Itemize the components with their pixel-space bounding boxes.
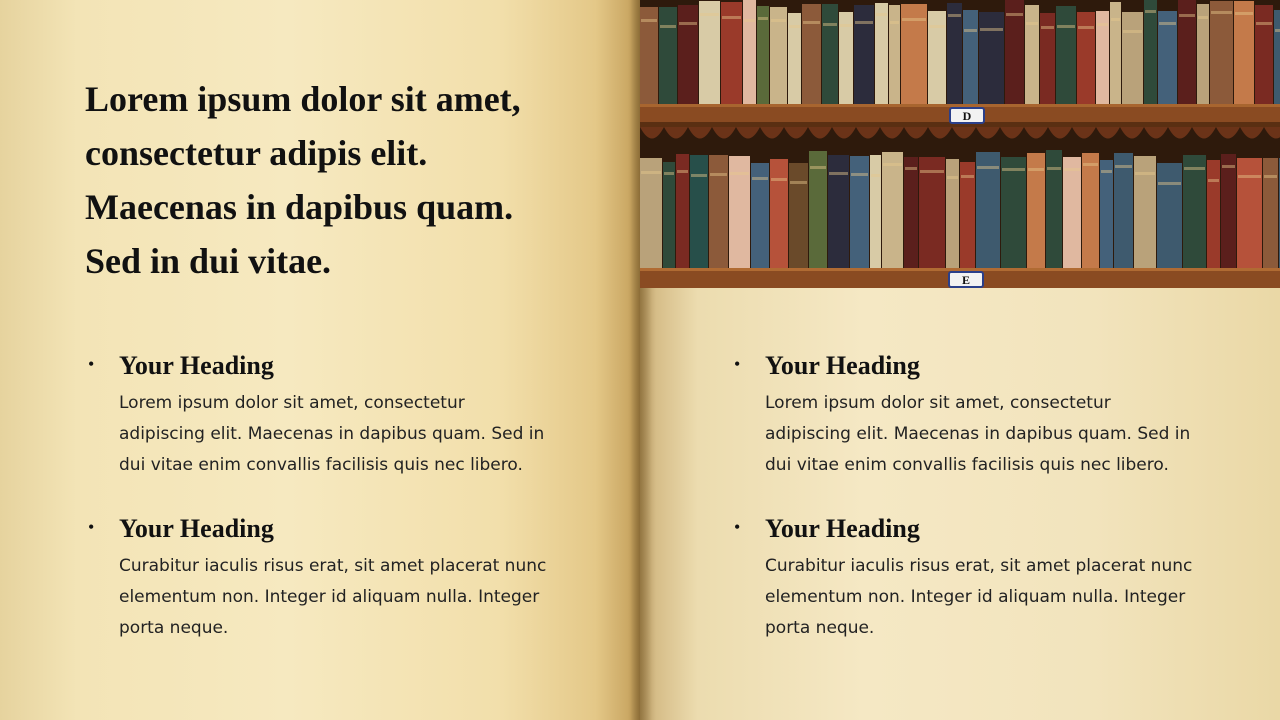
book-spine-decor	[770, 159, 788, 268]
book-spine-decor	[699, 1, 720, 104]
book-spine-decor	[1157, 163, 1182, 268]
bullet-heading: Your Heading	[119, 514, 274, 543]
book-spine-decor	[822, 4, 838, 104]
bullet-text: Curabitur iaculis risus erat, sit amet placerat nunc elementum non. Integer id aliquam nulla. Integer porta neque.	[119, 556, 547, 638]
book-spine-decor	[963, 10, 978, 104]
book-spine-decor	[1207, 160, 1220, 268]
bullet-text: Curabitur iaculis risus erat, sit amet placerat nunc elementum non. Integer id aliquam nulla. Integer porta neque.	[765, 556, 1193, 638]
book-spine-decor	[882, 152, 903, 268]
book-spine-decor	[789, 163, 808, 268]
bookshelf-image	[640, 0, 1280, 288]
book-spine-decor	[870, 155, 881, 268]
book-spine-decor	[1263, 158, 1278, 268]
book-spine-decor	[663, 162, 675, 268]
bullet-heading: Your Heading	[119, 351, 274, 380]
book-spine-decor	[1274, 10, 1280, 104]
book-spine-decor	[640, 158, 662, 268]
book-spine-decor	[1221, 154, 1236, 268]
book-spine-decor	[1063, 157, 1081, 268]
bullet-item	[85, 513, 555, 644]
book-spine-decor	[1056, 6, 1076, 104]
bullet-icon: •	[734, 517, 741, 537]
book-spine-decor	[1183, 155, 1206, 268]
book-spine-decor	[889, 5, 900, 104]
book-spine-decor	[875, 3, 888, 104]
book-spine-decor	[1025, 5, 1039, 104]
book-spine-decor	[1110, 2, 1121, 104]
book-spine-decor	[1210, 1, 1233, 104]
bullet-icon: •	[734, 354, 741, 374]
book-spine-decor	[1144, 0, 1157, 104]
book-spine-decor	[757, 6, 769, 104]
book-spine-decor	[1255, 5, 1273, 104]
book-spine-decor	[928, 11, 946, 104]
book-spine-decor	[659, 7, 677, 104]
book-spine-decor	[1100, 160, 1113, 268]
book-spine-decor	[690, 155, 708, 268]
book-spine-decor	[1234, 1, 1254, 104]
bullet-icon: •	[88, 517, 95, 537]
bullet-item	[731, 513, 1201, 644]
book-spine-decor	[743, 0, 756, 104]
book-spine-decor	[850, 156, 869, 268]
svg-text:E: E	[961, 273, 971, 287]
slide-title: Lorem ipsum dolor sit amet, consectetur adipis elit. Maecenas in dapibus quam. Sed in dui vitae.	[85, 79, 521, 281]
book-spine-decor	[1077, 12, 1095, 104]
svg-text:D: D	[962, 109, 972, 123]
bullet-heading: Your Heading	[765, 351, 920, 380]
book-spine-decor	[678, 5, 698, 104]
book-spine-decor	[1082, 153, 1099, 268]
book-spine-decor	[802, 4, 821, 104]
bullet-text: Lorem ipsum dolor sit amet, consectetur adipiscing elit. Maecenas in dapibus quam. Sed in dui vitae enim convallis facilisis quis nec libero.	[119, 393, 545, 475]
book-spine-decor	[828, 155, 849, 268]
bookshelf-illustration	[640, 0, 1280, 288]
book-spine-decor	[904, 157, 918, 268]
right-bullet-list	[731, 350, 1201, 676]
bullet-icon: •	[88, 354, 95, 374]
left-bullet-list	[85, 350, 555, 676]
book-spine-decor	[1114, 153, 1133, 268]
shelf-label-d	[950, 108, 984, 123]
bullet-text: Lorem ipsum dolor sit amet, consectetur adipiscing elit. Maecenas in dapibus quam. Sed in dui vitae enim convallis facilisis quis nec libero.	[765, 393, 1191, 475]
bullet-heading: Your Heading	[765, 514, 920, 543]
book-spine-decor	[1122, 12, 1143, 104]
book-spine-decor	[709, 155, 728, 268]
book-spine-decor	[946, 159, 959, 268]
book-spine-decor	[1001, 157, 1026, 268]
book-spine-decor	[1237, 158, 1262, 268]
book-spine-decor	[976, 152, 1000, 268]
book-spine-decor	[947, 3, 962, 104]
book-spine-decor	[919, 157, 945, 268]
book-spine-decor	[854, 5, 874, 104]
book-spine-decor	[979, 12, 1004, 104]
shelf-label-e	[949, 272, 983, 287]
bullet-item	[85, 350, 555, 481]
bullet-item	[731, 350, 1201, 481]
